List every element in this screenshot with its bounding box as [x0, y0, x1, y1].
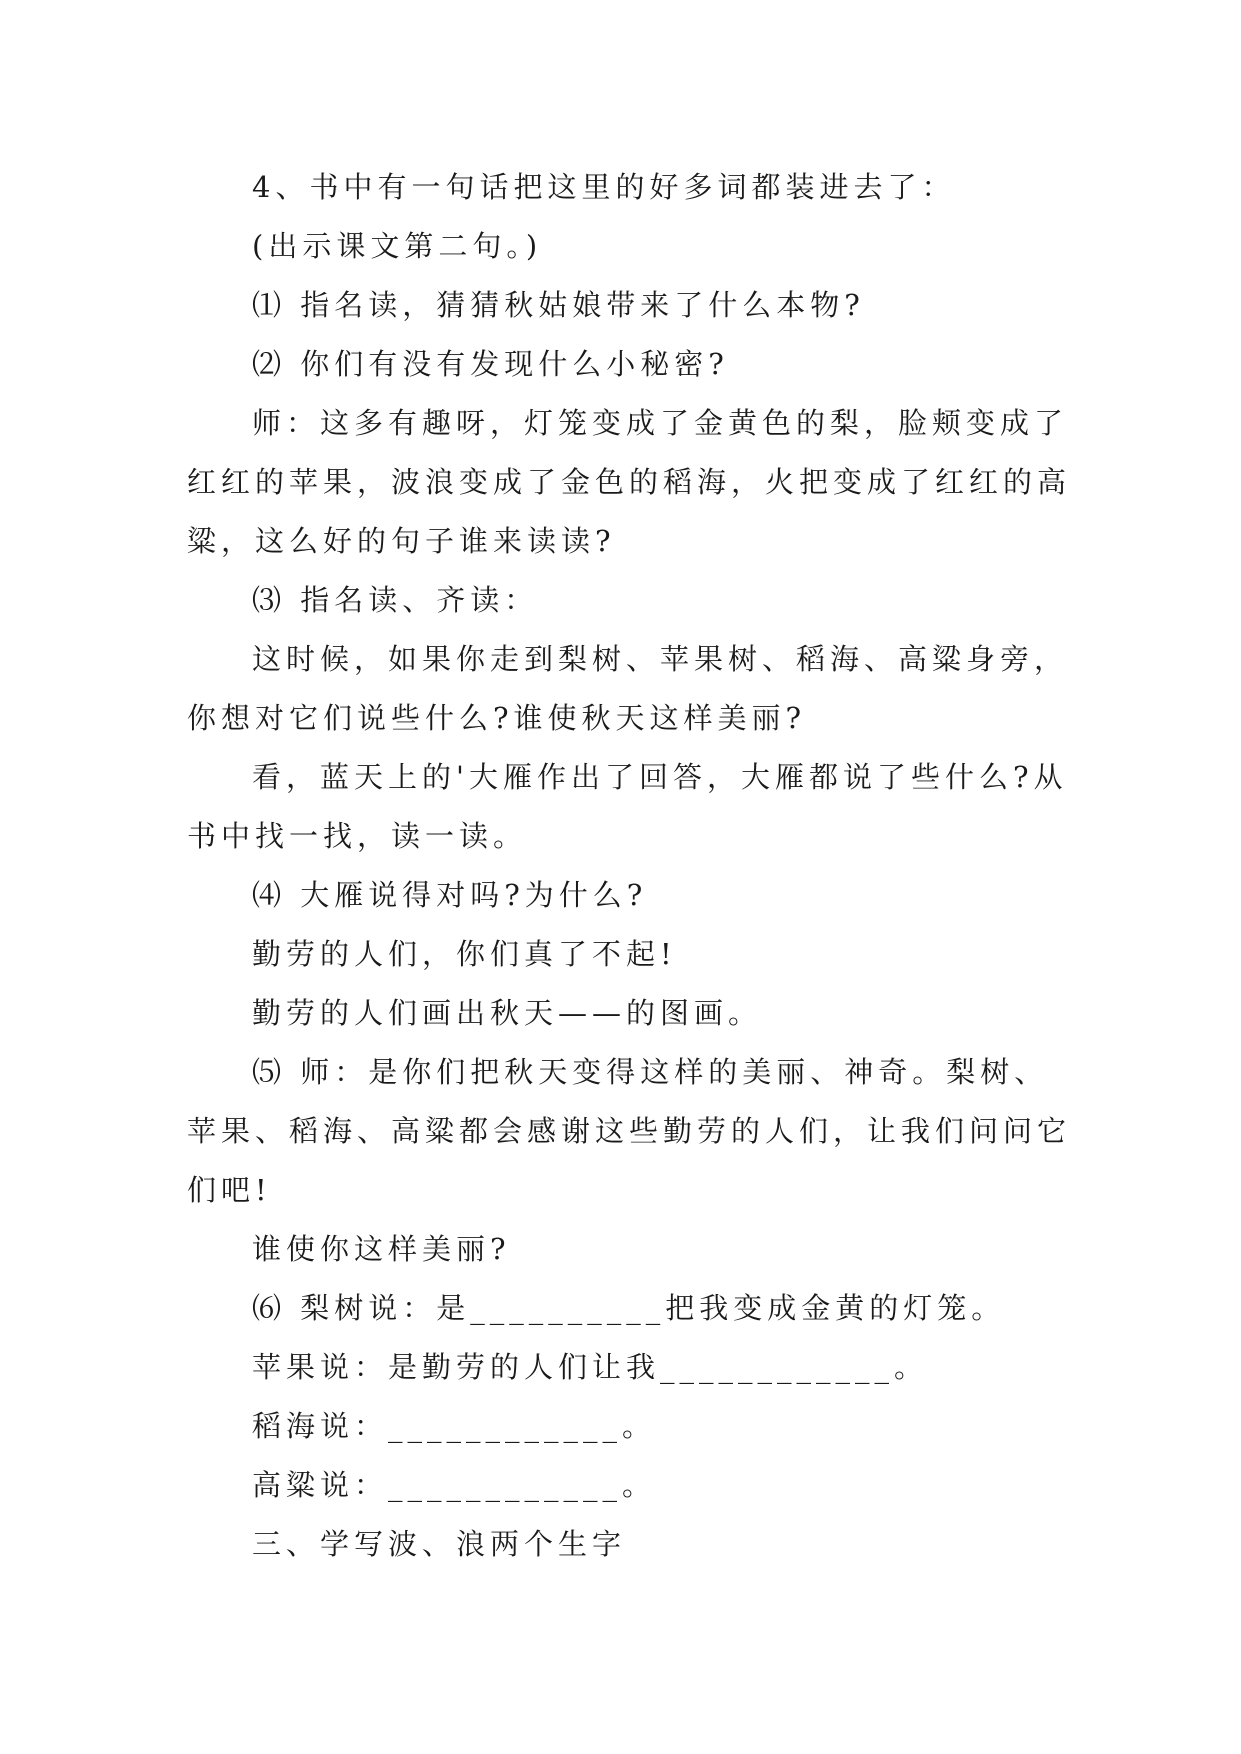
- paragraph-line: ⑴ 指名读，猜猜秋姑娘带来了什么本物?: [252, 288, 865, 322]
- paragraph-line: 稻海说：____________。: [252, 1409, 657, 1443]
- paragraph-line: 苹果说：是勤劳的人们让我____________。: [252, 1350, 929, 1384]
- paragraph-line: (出示课文第二句。): [252, 229, 543, 263]
- paragraph-line: 勤劳的人们画出秋天——的图画。: [252, 996, 763, 1030]
- paragraph-line: ⑵ 你们有没有发现什么小秘密?: [252, 347, 729, 381]
- section-heading: 三、学写波、浪两个生字: [252, 1527, 627, 1561]
- paragraph-line: 粱，这么好的句子谁来读读?: [187, 524, 616, 558]
- document-body: [187, 158, 1072, 1574]
- paragraph-line: 看，蓝天上的'大雁作出了回答，大雁都说了些什么?从: [252, 760, 1068, 794]
- paragraph-line: 师：这多有趣呀，灯笼变成了金黄色的梨，脸颊变成了: [252, 406, 1069, 440]
- paragraph-line: 你想对它们说些什么?谁使秋天这样美丽?: [187, 701, 807, 735]
- paragraph-line: 这时候，如果你走到梨树、苹果树、稻海、高粱身旁，: [252, 642, 1069, 676]
- paragraph-line: 红红的苹果，波浪变成了金色的稻海，火把变成了红红的高: [187, 465, 1072, 499]
- paragraph-line: ⑶ 指名读、齐读：: [252, 583, 539, 617]
- paragraph-line: ⑷ 大雁说得对吗?为什么?: [252, 878, 648, 912]
- paragraph-line: 们吧!: [187, 1173, 272, 1207]
- paragraph-line: ⑸ 师：是你们把秋天变得这样的美丽、神奇。梨树、: [252, 1055, 1049, 1089]
- paragraph-line: ⑹ 梨树说：是__________把我变成金黄的灯笼。: [252, 1291, 1006, 1325]
- paragraph-line: 书中找一找，读一读。: [187, 819, 528, 853]
- paragraph-line: 苹果、稻海、高粱都会感谢这些勤劳的人们，让我们问问它: [187, 1114, 1072, 1148]
- paragraph-line: 勤劳的人们，你们真了不起!: [252, 937, 677, 971]
- paragraph-line: 谁使你这样美丽?: [252, 1232, 511, 1266]
- paragraph-line: 4、书中有一句话把这里的好多词都装进去了：: [252, 170, 956, 204]
- paragraph-line: 高粱说：____________。: [252, 1468, 657, 1502]
